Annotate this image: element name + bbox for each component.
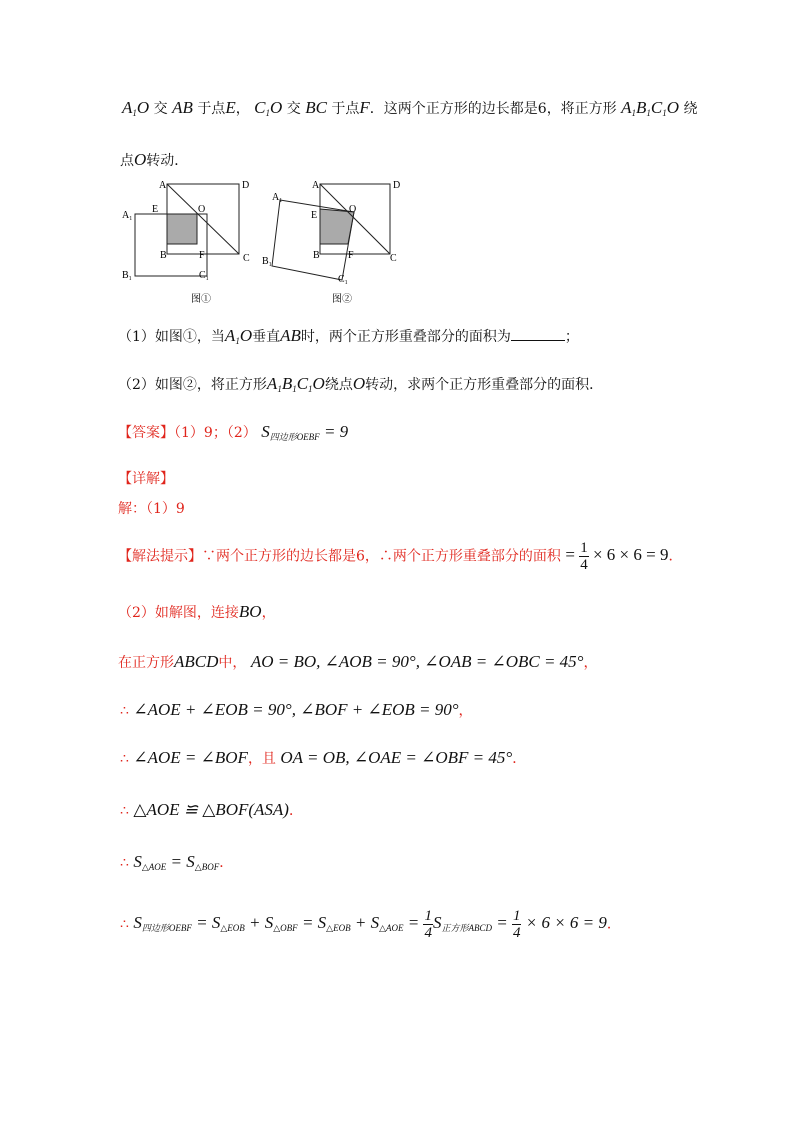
- figure-2-caption: 图②: [332, 294, 352, 305]
- label-a1: $A_1$: [122, 210, 133, 222]
- label-b-2: B: [313, 250, 320, 261]
- math-ab-q1: AB: [280, 326, 301, 345]
- label-d: D: [242, 180, 250, 191]
- answer-line: [118, 422, 348, 443]
- step-6: [120, 908, 621, 941]
- label-a1-2: $A_1$: [272, 192, 283, 204]
- hint-tail: ，∴两个正方形重叠部分的面积: [364, 548, 561, 565]
- step3-expr-2: OA = OB, ∠OAE = ∠OBF = 45°: [280, 748, 513, 767]
- fraction-1: $\frac{1}{4}$: [424, 908, 432, 941]
- step1-text-a: 在正方形: [118, 655, 174, 671]
- math-a1o-q1: $A_1O$: [224, 326, 253, 346]
- step-4: [120, 800, 303, 820]
- q2-text-d: 转动，求两个正方形重叠部分的面积．: [365, 377, 604, 393]
- step2-end: ，: [458, 703, 473, 719]
- hint-expr: = $\frac{1}{4}$ × 6 × 6 = 9: [565, 540, 669, 573]
- math-f: F: [359, 98, 370, 117]
- step4-paren: (ASA): [248, 800, 289, 819]
- label-d-2: D: [393, 180, 401, 191]
- math-a1b1c1o-q2: $A_1B_1C_1O$: [266, 374, 325, 394]
- question-2: [118, 374, 603, 394]
- label-c: C: [243, 253, 250, 264]
- step6-expr: $S_{四边形OEBF} = S_{\triangle EOB} + S_{\triangle OBF} = S_{\triangle EOB} + S_{\triangle AOE}$ = $\frac{1}{4}$ $S_{正方形ABCD}$ = $\frac{1}{4}$ × 6 × 6 = 9: [133, 908, 607, 941]
- label-b1: $B_1$: [122, 270, 132, 282]
- text-point: 点: [120, 153, 134, 169]
- math-e: E: [225, 98, 236, 117]
- step-2: [120, 700, 473, 720]
- problem-line-2: [120, 150, 188, 170]
- therefore-symbol: ∴: [120, 751, 129, 767]
- text-jiao: 交: [153, 101, 168, 117]
- q1-text-d: ；: [564, 329, 579, 345]
- q2-text-a: （2）如图②，将正方形: [118, 377, 267, 393]
- step3-end: ．: [512, 751, 527, 767]
- math-o-q2: O: [352, 374, 366, 393]
- step1-text-b: 中，: [218, 655, 247, 671]
- therefore-symbol: ∴: [120, 803, 129, 819]
- detail-label: 【详解】: [118, 471, 174, 487]
- math-o: O: [134, 150, 147, 169]
- text-rotate-square: ，将正方形: [546, 101, 617, 117]
- label-e: E: [152, 204, 159, 215]
- figure-1: [112, 172, 252, 312]
- q1-text-b: 垂直: [252, 329, 281, 345]
- step2-expr: ∠AOE + ∠EOB = 90°, ∠BOF + ∠EOB = 90°: [133, 700, 459, 719]
- solution-2: [118, 602, 276, 622]
- text-jiao-2: 交: [286, 101, 301, 117]
- therefore-symbol: ∴: [120, 855, 129, 871]
- text-yudian-2: 于点: [331, 101, 360, 117]
- fraction: $\frac{1}{4}$: [580, 540, 588, 573]
- label-c1-2: $C_1$: [338, 274, 348, 286]
- text-yudian: 于点: [197, 101, 226, 117]
- text-rotate: 转动．: [146, 153, 189, 169]
- fraction-2: $\frac{1}{4}$: [512, 908, 521, 941]
- text-comma: ，: [235, 101, 250, 117]
- label-o: O: [198, 204, 206, 215]
- therefore-symbol: ∴: [120, 703, 129, 719]
- therefore-symbol: ∴: [120, 916, 129, 933]
- step1-end: ，: [583, 655, 598, 671]
- text-side-length: ．这两个正方形的边长都是: [369, 101, 538, 117]
- figure-1-caption: 图①: [191, 294, 211, 305]
- step3-expr-1: ∠AOE = ∠BOF: [133, 748, 248, 767]
- label-f: F: [199, 250, 205, 261]
- label-c1: $C_1$: [199, 270, 209, 282]
- problem-line-1: [122, 98, 698, 118]
- step6-end: ．: [606, 916, 621, 933]
- sol2-text: （2）如解图，连接: [118, 605, 239, 621]
- answer-label: 【答案】（1）9；（2）: [118, 425, 257, 441]
- label-b: B: [160, 250, 167, 261]
- label-e-2: E: [311, 210, 318, 221]
- hint-line: 【解法提示】∵两个正方形的边长都是6，∴两个正方形重叠部分的面积 = $\frac{1}{4}$ × 6 × 6 = 9．: [118, 540, 683, 573]
- question-1: [118, 326, 579, 346]
- label-c-2: C: [390, 253, 397, 264]
- hint-six: 6: [356, 548, 365, 565]
- label-o-2: O: [349, 204, 357, 215]
- step-5: [120, 852, 233, 873]
- label-a: A: [159, 180, 167, 191]
- overlap-region: [167, 214, 197, 244]
- q1-text-a: （1）如图①，当: [118, 329, 225, 345]
- step-1: [118, 652, 597, 672]
- step3-mid: ，且: [247, 751, 276, 767]
- label-b1-2: $B_1$: [262, 256, 272, 268]
- solution-1: 解：（1）9: [118, 501, 185, 517]
- step-3: [120, 748, 526, 768]
- step4-expr: △AOE ≌ △BOF: [133, 800, 249, 819]
- step5-end: ．: [219, 855, 234, 871]
- math-a1o: $A_1O$: [122, 98, 150, 118]
- math-bo: BO: [238, 602, 262, 621]
- text-rao: 绕: [683, 101, 698, 117]
- hint-text: 【解法提示】∵两个正方形的边长都是: [118, 548, 356, 565]
- math-bc: BC: [305, 98, 327, 117]
- label-a-2: A: [312, 180, 320, 191]
- q1-text-c: 时，两个正方形重叠部分的面积为: [300, 329, 511, 345]
- answer-blank: [511, 328, 565, 341]
- figure-2: [258, 172, 401, 312]
- step5-expr: $S_{\triangle AOE} = S_{\triangle BOF}$: [133, 852, 220, 872]
- math-c1o: $C_1O$: [254, 98, 283, 118]
- math-abcd: ABCD: [174, 652, 219, 671]
- step1-expr: AO = BO, ∠AOB = 90°, ∠OAB = ∠OBC = 45°: [250, 652, 584, 671]
- math-ab: AB: [172, 98, 193, 117]
- answer-formula: $S_{四边形OEBF} = 9$: [261, 422, 349, 442]
- q2-text-b: 绕点: [324, 377, 353, 393]
- text-six: 6: [537, 101, 547, 117]
- sol2-comma: ，: [261, 605, 276, 621]
- step4-end: ．: [288, 803, 303, 819]
- math-a1b1c1o: $A_1B_1C_1O$: [621, 98, 680, 118]
- label-f-2: F: [348, 250, 354, 261]
